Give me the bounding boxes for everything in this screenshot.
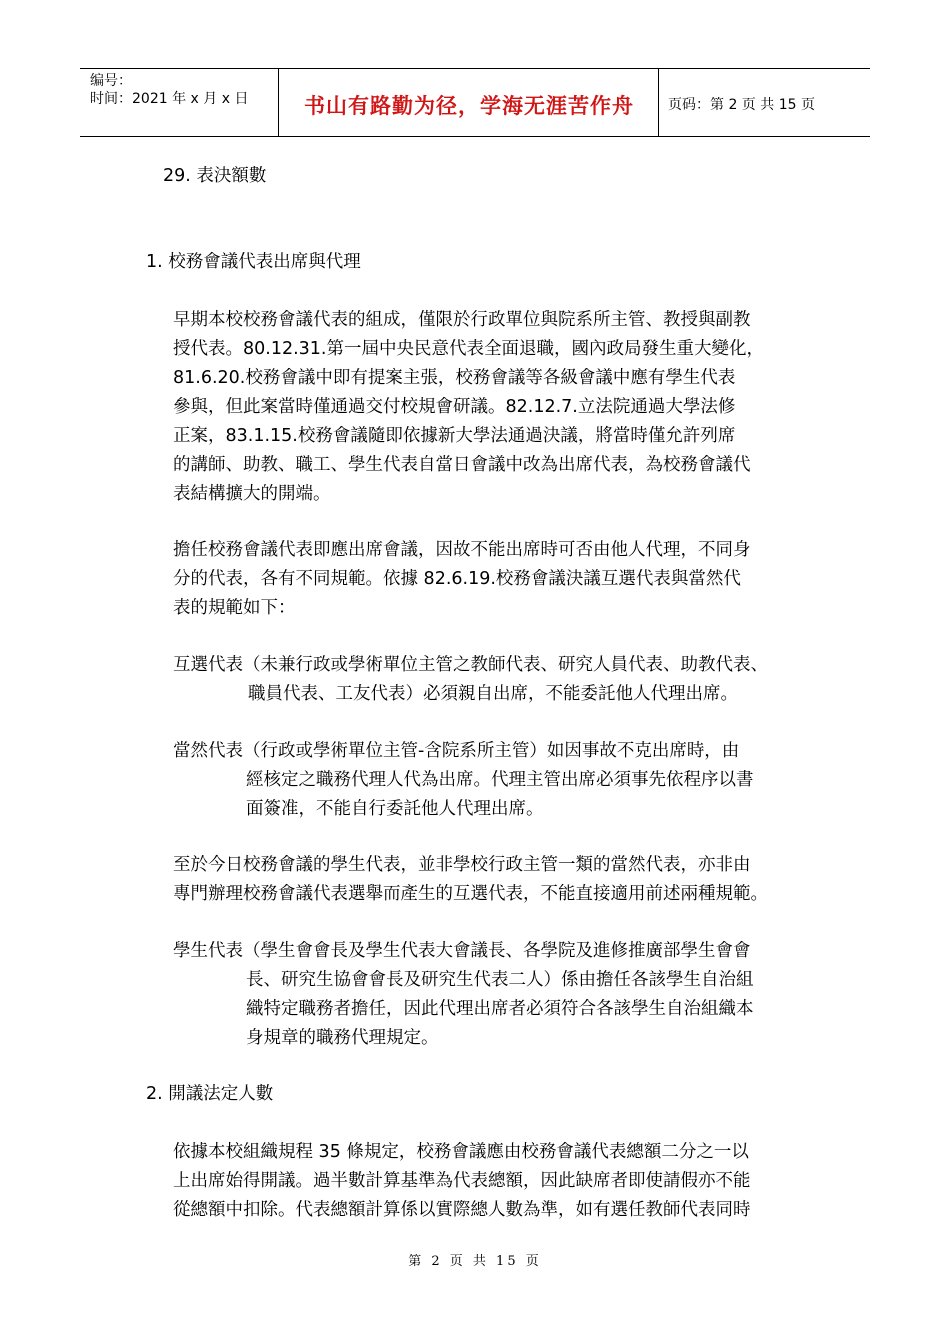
- text-line: 表的規範如下：: [173, 598, 296, 618]
- header-number: 编号：: [90, 73, 132, 89]
- header-meta: [90, 72, 248, 108]
- text-line: 面簽准，不能自行委託他人代理出席。: [246, 799, 544, 819]
- text-line: 身規章的職務代理規定。: [246, 1028, 439, 1048]
- header-divider-right: [658, 68, 659, 136]
- text-line: 學生代表（學生會會長及學生代表大會議長、各學院及進修推廣部學生會會: [173, 941, 751, 961]
- text-line: 專門辦理校務會議代表選舉而產生的互選代表，不能直接適用前述兩種規範。: [173, 884, 768, 904]
- text-line: 分的代表，各有不同規範。依據 82.6.19.校務會議決議互選代表與當然代: [173, 569, 741, 589]
- text-line: 織特定職務者擔任，因此代理出席者必須符合各該學生自治組織本: [246, 999, 754, 1019]
- text-line: 至於今日校務會議的學生代表，並非學校行政主管一類的當然代表，亦非由: [173, 855, 751, 875]
- header-time: 时间：2021 年 x 月 x 日: [90, 91, 249, 107]
- page-footer: 第 2 页 共 15 页: [408, 1254, 542, 1269]
- header-divider-left: [278, 68, 279, 136]
- text-line: 依據本校組織規程 35 條規定，校務會議應由校務會議代表總額二分之一以: [173, 1142, 749, 1162]
- text-line: 互選代表（未兼行政或學術單位主管之教師代表、研究人員代表、助教代表、: [173, 655, 768, 675]
- text-line: 參與，但此案當時僅通過交付校規會研議。82.12.7.立法院通過大學法修: [173, 397, 736, 417]
- text-line: 當然代表（行政或學術單位主管-含院系所主管）如因事故不克出席時，由: [173, 741, 740, 761]
- header-top-rule: [80, 68, 870, 69]
- header-bottom-rule: [80, 136, 870, 137]
- text-line: 職員代表、工友代表）必須親自出席，不能委託他人代理出席。: [248, 684, 738, 704]
- text-line: 長、研究生協會會長及研究生代表二人）係由擔任各該學生自治組: [246, 970, 754, 990]
- text-line: 的講師、助教、職工、學生代表自當日會議中改為出席代表，為校務會議代: [173, 455, 751, 475]
- subsection-heading-1: 1. 校務會議代表出席與代理: [146, 252, 361, 272]
- text-line: 表結構擴大的開端。: [173, 484, 331, 504]
- text-line: 經核定之職務代理人代為出席。代理主管出席必須事先依程序以書: [246, 770, 754, 790]
- section-title: 29. 表決額數: [163, 166, 267, 186]
- text-line: 上出席始得開議。過半數計算基準為代表總額，因此缺席者即使請假亦不能: [173, 1171, 751, 1191]
- text-line: 早期本校校務會議代表的組成，僅限於行政單位與院系所主管、教授與副教: [173, 310, 751, 330]
- text-line: 擔任校務會議代表即應出席會議，因故不能出席時可否由他人代理，不同身: [173, 540, 751, 560]
- header-motto: 书山有路勤为径，学海无涯苦作舟: [304, 94, 634, 118]
- header-page-number: 页码：第 2 页 共 15 页: [668, 97, 815, 113]
- text-line: 從總額中扣除。代表總額計算係以實際總人數為準，如有選任教師代表同時: [173, 1200, 751, 1220]
- subsection-heading-2: 2. 開議法定人數: [146, 1084, 274, 1104]
- text-line: 81.6.20.校務會議中即有提案主張，校務會議等各級會議中應有學生代表: [173, 368, 736, 388]
- text-line: 授代表。80.12.31.第一屆中央民意代表全面退職，國內政局發生重大變化，: [173, 339, 764, 359]
- text-line: 正案，83.1.15.校務會議隨即依據新大學法通過決議，將當時僅允許列席: [173, 426, 736, 446]
